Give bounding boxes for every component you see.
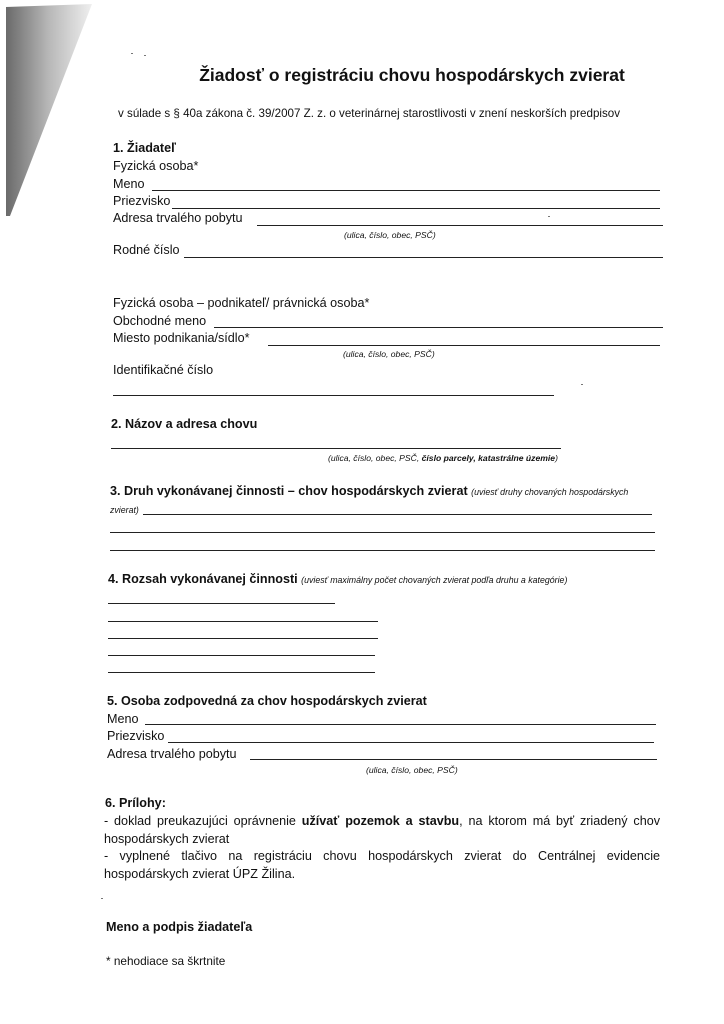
responsible-address-hint: (ulica, číslo, obec, PSČ) xyxy=(366,765,458,775)
footnote: * nehodiace sa škrtnite xyxy=(106,954,226,968)
responsible-surname-label: Priezvisko xyxy=(107,729,165,743)
applicant-address-label: Adresa trvalého pobytu xyxy=(113,211,243,225)
attachment-item-2: - vyplnené tlačivo na registráciu chovu hospodárskych zvierat do Centrálnej evidencie hospodárskych zvierat ÚPZ Žilina. xyxy=(104,849,660,881)
attachment-item-1 xyxy=(104,813,660,848)
business-seat-hint: (ulica, číslo, obec, PSČ) xyxy=(343,349,435,359)
id-number-label: Identifikačné číslo xyxy=(113,363,214,377)
scan-speck xyxy=(131,53,133,54)
activity-scope-field-1[interactable] xyxy=(108,603,335,604)
responsible-address-field[interactable] xyxy=(250,759,657,760)
section1-heading: 1. Žiadateľ xyxy=(113,141,176,155)
id-number-field[interactable] xyxy=(113,395,554,396)
activity-type-field-2[interactable] xyxy=(110,532,655,533)
legal-person-heading: Fyzická osoba – podnikateľ/ právnická osoba* xyxy=(113,296,370,310)
farm-name-address-field[interactable] xyxy=(111,448,561,449)
section5-heading: 5. Osoba zodpovedná za chov hospodárskych zvierat xyxy=(107,694,427,708)
applicant-name-label: Meno xyxy=(113,177,145,191)
responsible-address-label: Adresa trvalého pobytu xyxy=(107,747,237,761)
section4-hint: (uviesť maximálny počet chovaných zvierat podľa druhu a kategórie) xyxy=(301,575,568,585)
section4-heading-text: 4. Rozsah vykonávanej činnosti xyxy=(108,572,298,586)
section3-hint: (uviesť druhy chovaných hospodárskych xyxy=(471,487,629,497)
activity-scope-field-3[interactable] xyxy=(108,638,378,639)
section3-heading-text: 3. Druh vykonávanej činnosti – chov hospodárskych zvierat xyxy=(110,484,468,498)
business-seat-field[interactable] xyxy=(268,345,660,346)
scan-speck xyxy=(101,898,103,899)
document-title: Žiadosť o registráciu chovu hospodárskych zvierat xyxy=(199,65,625,85)
activity-scope-field-5[interactable] xyxy=(108,672,375,673)
document-subtitle: v súlade s § 40a zákona č. 39/2007 Z. z. o veterinárnej starostlivosti v znení neskorších predpisov xyxy=(118,107,621,120)
applicant-address-field[interactable] xyxy=(257,225,663,226)
activity-scope-field-2[interactable] xyxy=(108,621,378,622)
activity-type-field-1[interactable] xyxy=(143,514,652,515)
business-name-field[interactable] xyxy=(214,327,663,328)
attachment-item-1-text: , na ktorom má byť zriadený chov hospodárskych zvierat xyxy=(104,814,661,846)
hint-text: (ulica, číslo, obec, PSČ, xyxy=(328,453,422,463)
section3-hint-continued: zvierat) xyxy=(110,505,139,515)
attachment-item-1-text: - doklad preukazujúci oprávnenie xyxy=(104,814,302,828)
hint-text: ) xyxy=(555,453,558,463)
applicant-name-field[interactable] xyxy=(152,190,660,191)
applicant-surname-label: Priezvisko xyxy=(113,194,171,208)
responsible-surname-field[interactable] xyxy=(168,742,654,743)
scan-speck xyxy=(144,55,146,56)
farm-address-hint xyxy=(328,454,558,463)
section4-heading xyxy=(108,573,567,586)
responsible-name-field[interactable] xyxy=(145,724,656,725)
birth-number-label: Rodné číslo xyxy=(113,243,180,257)
page-curl-shadow xyxy=(4,4,94,219)
business-seat-label: Miesto podnikania/sídlo* xyxy=(113,331,250,345)
applicant-surname-field[interactable] xyxy=(172,208,660,209)
responsible-name-label: Meno xyxy=(107,712,139,726)
attachment-item-1-bold: užívať pozemok a stavbu xyxy=(301,814,460,828)
applicant-address-hint: (ulica, číslo, obec, PSČ) xyxy=(344,230,436,240)
section3-heading xyxy=(110,485,628,498)
activity-type-field-3[interactable] xyxy=(110,550,655,551)
hint-bold-text: číslo parcely, katastrálne územie xyxy=(421,453,556,463)
scan-speck xyxy=(581,384,583,385)
section6-heading: 6. Prílohy: xyxy=(105,796,166,810)
birth-number-field[interactable] xyxy=(184,257,663,258)
activity-scope-field-4[interactable] xyxy=(108,655,375,656)
signature-label: Meno a podpis žiadateľa xyxy=(106,920,253,934)
scan-speck xyxy=(548,216,550,217)
section2-heading: 2. Názov a adresa chovu xyxy=(111,417,258,431)
business-name-label: Obchodné meno xyxy=(113,314,207,328)
natural-person-heading: Fyzická osoba* xyxy=(113,159,199,173)
